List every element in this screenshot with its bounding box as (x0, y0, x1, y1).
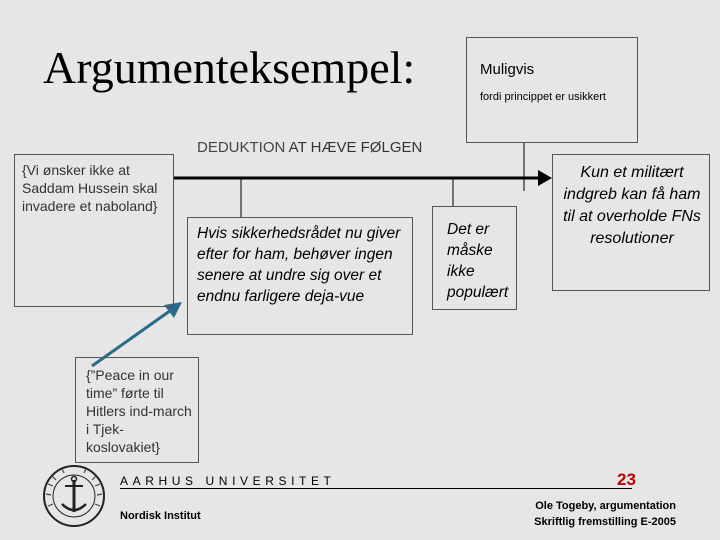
main-arrow-head (538, 170, 552, 186)
premise-text: {Vi ønsker ikke at Saddam Hussein skal invadere et naboland} (22, 162, 158, 214)
page-title: Argumenteksempel: (43, 42, 416, 93)
footer-divider (120, 488, 632, 489)
page-number: 23 (617, 470, 636, 489)
deduktion-prefix: DEDUKTION (197, 139, 286, 156)
institute-name: Nordisk Institut (120, 510, 201, 522)
university-name: AARHUS UNIVERSITET (120, 474, 336, 488)
conclusion-text: Kun et militært indgreb kan få ham til at overholde FNs resolutioner (563, 164, 701, 247)
university-seal-icon (32, 462, 116, 530)
deduktion-rest: AT HÆVE FØLGEN (285, 139, 423, 156)
det-text: Det er måske ikke populært (447, 221, 509, 301)
deduktion-label (197, 139, 422, 156)
course-name: Skriftlig fremstilling E-2005 (534, 516, 676, 528)
author-info (512, 498, 676, 530)
author-name: Ole Togeby, argumentation (535, 500, 676, 512)
peace-text: {”Peace in our time” førte til Hitlers ind-march i Tjek-koslovakiet} (86, 367, 192, 455)
muligvis-label: Muligvis (480, 61, 535, 78)
hvis-text: Hvis sikkerhedsrådet nu giver efter for ham, behøver ingen senere at undre sig over et endnu farligere deja-vue (197, 225, 401, 305)
muligvis-reason: fordi princippet er usikkert (480, 91, 606, 103)
